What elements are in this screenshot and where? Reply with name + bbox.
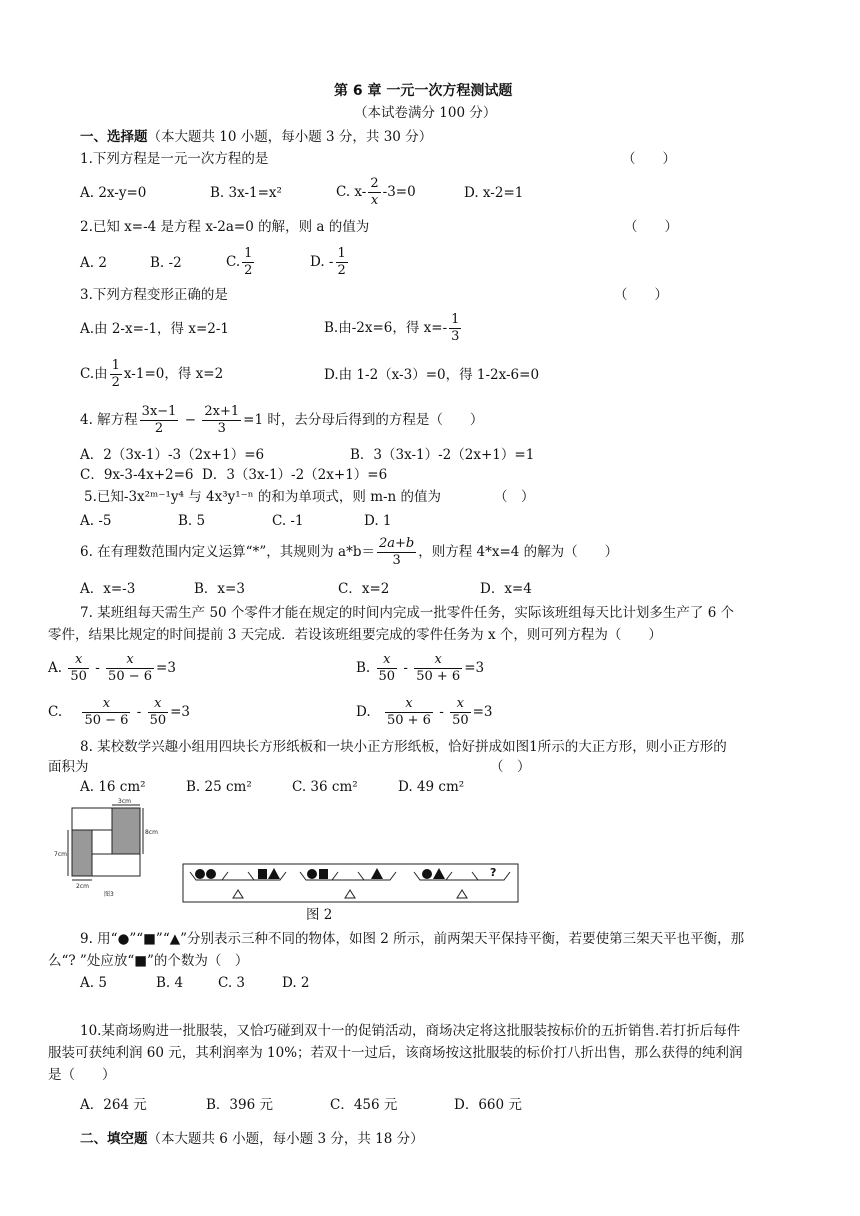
- q2-option-d: [310, 242, 350, 282]
- section1-header: [80, 128, 432, 146]
- q3-c-denominator: 2: [111, 375, 120, 390]
- q4-minus: −: [184, 412, 197, 428]
- q4-fraction-1: [140, 404, 179, 437]
- q5-option-a: A. -5: [80, 513, 112, 529]
- q9-stem-line1: 9. 用“●”“■”“▲”分别表示三种不同的物体，如图 2 所示，前两架天平保持平衡，若要使第三架天平也平衡，那: [80, 931, 745, 947]
- q4-stem: [80, 398, 483, 442]
- q7-d-operator: -: [439, 704, 444, 720]
- circle-shape: [422, 869, 432, 879]
- q7-d-f2-denominator: 50: [452, 713, 469, 728]
- q6-suffix: ，则方程 4*x=4 的解为（ ）: [418, 544, 619, 560]
- q7-c-f2-denominator: 50: [149, 713, 167, 728]
- q7-c-result: =3: [170, 704, 191, 720]
- q7-c-fraction-1: [82, 696, 130, 729]
- q9-stem-line2: 么“? ”处应放“■”的个数为（ ）: [48, 953, 249, 969]
- q1-option-c: [336, 172, 416, 212]
- q3-option-c: [80, 354, 223, 394]
- q2-c-denominator: 2: [244, 263, 253, 278]
- q6-numerator: 2a+b: [378, 536, 415, 551]
- balance-2-fulcrum: [345, 890, 355, 898]
- q7-stem-line2: 零件，结果比规定的时间提前 3 天完成．若设该班组要完成的零件任务为 x 个，则可列方程为（ ）: [48, 627, 662, 643]
- q9-option-c: C. 3: [218, 975, 246, 991]
- q3-answer-paren: （ ）: [614, 287, 668, 303]
- q5-option-b: B. 5: [178, 513, 206, 529]
- q7-a-result: =3: [156, 660, 176, 676]
- square-shape: [258, 869, 267, 879]
- q7-stem-line1: 7. 某班组每天需生产 50 个零件才能在规定的时间内完成一批零件任务，实际该班组每天比计划多生产了 6 个: [80, 605, 735, 621]
- fig3-left-label: 7cm: [54, 851, 67, 858]
- q3-b-fraction: [449, 312, 461, 345]
- q6-denominator: 3: [392, 553, 401, 568]
- q4-option-b: B．3（3x-1）-2（2x+1）=1: [350, 447, 535, 463]
- q1-c-denominator: x: [370, 193, 379, 208]
- q3-option-d: D.由 1-2（x-3）=0，得 1-2x-6=0: [324, 367, 540, 383]
- q7-c-f1-numerator: x: [82, 696, 130, 713]
- section2-header: [80, 1130, 424, 1148]
- shaded-rect-left: [72, 830, 92, 876]
- q4-f2-numerator: 2x+1: [204, 404, 240, 419]
- q1-answer-paren: （ ）: [622, 151, 676, 167]
- q7-b-fraction-2: [414, 652, 462, 685]
- q1-c-suffix: -3=0: [382, 184, 416, 200]
- q3-b-denominator: 3: [451, 329, 460, 344]
- q2-option-b: B. -2: [150, 255, 182, 271]
- fig3-bottom-label: 2cm: [76, 883, 89, 890]
- q8-option-d: D. 49 cm²: [398, 779, 465, 795]
- q10-option-a: A．264 元: [80, 1097, 147, 1113]
- q6-option-a: A．x=-3: [80, 581, 136, 597]
- q7-b-f1-numerator: x: [377, 652, 398, 669]
- q4-prefix: 4. 解方程: [80, 412, 138, 428]
- q7-a-label: A.: [48, 660, 63, 676]
- shaded-rect-right: [112, 808, 140, 854]
- q7-b-label: B.: [356, 660, 371, 676]
- fig3-right-label: 8cm: [145, 829, 158, 836]
- q3-option-b: [324, 308, 463, 348]
- q1-stem: 1.下列方程是一元一次方程的是: [80, 151, 269, 167]
- q6-option-d: D．x=4: [480, 581, 532, 597]
- q7-option-d: [356, 692, 493, 732]
- q3-c-suffix: x-1=0，得 x=2: [123, 366, 224, 382]
- fig3-top-label: 3cm: [118, 798, 131, 805]
- balance-1-fulcrum: [233, 890, 243, 898]
- square-diagram-figure: [50, 796, 165, 902]
- balance-scales-figure: [182, 854, 520, 906]
- q8-stem-line1: 8. 某校数学兴趣小组用四块长方形纸板和一块小正方形纸板，恰好拼成如图1所示的大正方形，则小正方形的: [80, 739, 727, 755]
- q1-option-b: B. 3x-1=x²: [210, 185, 282, 201]
- q7-d-fraction-1: [385, 696, 433, 729]
- q1-option-d: D. x-2=1: [464, 185, 524, 201]
- balance-3-left-pan: [414, 872, 452, 880]
- q2-d-numerator: 1: [337, 246, 346, 261]
- section2-heading: 二、填空题: [80, 1131, 148, 1147]
- q4-option-c: C．9x-3-4x+2=6: [80, 467, 194, 483]
- triangle-shape: [433, 868, 445, 879]
- q8-option-c: C. 36 cm²: [292, 779, 358, 795]
- circle-shape: [307, 869, 317, 879]
- q7-b-fraction-1: [377, 652, 398, 685]
- q7-c-label: C.: [48, 704, 63, 720]
- balance-frame: [183, 864, 518, 902]
- q9-option-d: D. 2: [282, 975, 310, 991]
- q4-option-d: D．3（3x-1）-2（2x+1）=6: [202, 467, 388, 483]
- page-title: 第 6 章 一元一次方程测试题: [334, 83, 513, 99]
- q7-a-f2-denominator: 50 − 6: [108, 669, 153, 684]
- q7-d-fraction-2: [450, 696, 471, 729]
- q9-option-b: B. 4: [156, 975, 184, 991]
- q5-option-d: D. 1: [364, 513, 392, 529]
- q6-prefix: 6. 在有理数范围内定义运算“*”，其规则为 a*b＝: [80, 544, 375, 560]
- q7-c-f1-denominator: 50 − 6: [84, 713, 129, 728]
- q8-option-b: B. 25 cm²: [186, 779, 252, 795]
- q2-c-fraction: [242, 246, 254, 279]
- q6-option-b: B．x=3: [194, 581, 245, 597]
- q10-option-c: C．456 元: [330, 1097, 398, 1113]
- triangle-shape: [371, 868, 383, 879]
- q7-a-f1-denominator: 50: [70, 669, 87, 684]
- q3-stem: 3.下列方程变形正确的是: [80, 287, 228, 303]
- q4-option-a: A．2（3x-1）-3（2x+1）=6: [80, 447, 265, 463]
- q5-answer-paren: （ ）: [494, 489, 535, 505]
- q4-fraction-2: [202, 404, 241, 437]
- section1-heading: 一、选择题: [80, 129, 148, 145]
- q7-c-fraction-2: [148, 696, 169, 729]
- q7-c-operator: -: [136, 704, 142, 720]
- q9-option-a: A. 5: [80, 975, 107, 991]
- q3-c-numerator: 1: [111, 358, 120, 373]
- q1-option-a: A. 2x-y=0: [80, 185, 147, 201]
- q7-option-c: [48, 692, 190, 732]
- q7-d-f1-denominator: 50 + 6: [386, 713, 431, 728]
- q2-d-denominator: 2: [337, 263, 346, 278]
- q6-fraction: [377, 536, 416, 569]
- q7-option-a: [48, 648, 176, 688]
- q8-stem-line2: 面积为: [48, 759, 89, 775]
- q7-a-operator: -: [95, 660, 100, 676]
- q3-option-a: A.由 2-x=-1，得 x=2-1: [80, 321, 230, 337]
- q7-b-f2-numerator: x: [414, 652, 462, 669]
- triangle-shape: [268, 868, 280, 879]
- page-subtitle: （本试卷满分 100 分）: [354, 105, 497, 121]
- q2-answer-paren: （ ）: [624, 219, 678, 235]
- q8-option-a: A. 16 cm²: [80, 779, 146, 795]
- q7-c-f2-numerator: x: [148, 696, 169, 713]
- q8-answer-paren: （ ）: [490, 759, 531, 775]
- q1-c-prefix: C. x-: [336, 184, 367, 200]
- section2-desc: （本大题共 6 小题，每小题 3 分，共 18 分）: [147, 1131, 424, 1147]
- q1-c-fraction: [368, 176, 380, 209]
- q4-f1-numerator: 3x−1: [141, 404, 177, 419]
- q7-a-fraction-2: [106, 652, 154, 685]
- q2-stem: 2.已知 x=-4 是方程 x-2a=0 的解，则 a 的值为: [80, 219, 370, 235]
- q10-stem-line2: 服装可获纯利润 60 元，其利润率为 10%；若双十一过后，该商场按这批服装的标价打八折出售，那么获得的纯利润: [48, 1045, 743, 1061]
- q7-b-f2-denominator: 50 + 6: [416, 669, 461, 684]
- q10-option-b: B．396 元: [206, 1097, 273, 1113]
- unknown-question-mark: ?: [490, 866, 497, 879]
- q2-option-a: A. 2: [80, 255, 107, 271]
- balance-3-fulcrum: [457, 890, 467, 898]
- q5-stem: 5.已知-3x²ᵐ⁻¹y⁴ 与 4x³y¹⁻ⁿ 的和为单项式，则 m-n 的值为: [84, 489, 442, 505]
- q7-b-f1-denominator: 50: [378, 669, 396, 684]
- circle-shape: [206, 869, 216, 879]
- q6-option-c: C．x=2: [338, 581, 390, 597]
- q2-c-prefix: C.: [226, 254, 241, 270]
- q6-stem: [80, 530, 618, 574]
- q7-d-label: D.: [356, 704, 371, 720]
- q7-d-result: =3: [472, 704, 493, 720]
- q4-f1-denominator: 2: [154, 421, 164, 436]
- q2-c-numerator: 1: [244, 246, 253, 261]
- q5-option-c: C. -1: [272, 513, 304, 529]
- q10-option-d: D．660 元: [454, 1097, 522, 1113]
- q10-stem-line3: 是（ ）: [48, 1067, 116, 1083]
- q4-suffix: =1 时，去分母后得到的方程是（ ）: [243, 412, 484, 428]
- section1-desc: （本大题共 10 小题，每小题 3 分，共 30 分）: [147, 129, 433, 145]
- q7-a-f1-numerator: x: [68, 652, 89, 669]
- q3-c-prefix: C.由: [80, 366, 108, 382]
- q7-a-fraction-1: [68, 652, 89, 685]
- q7-d-f1-numerator: x: [385, 696, 433, 713]
- fig3-caption: 图3: [104, 891, 114, 898]
- q3-c-fraction: [110, 358, 122, 391]
- q10-stem-line1: 10.某商场购进一批服装，又恰巧碰到双十一的促销活动，商场决定将这批服装按标价的五折销售.若打折后每件: [80, 1023, 741, 1039]
- q3-b-numerator: 1: [451, 312, 460, 327]
- q7-option-b: [356, 648, 484, 688]
- q7-a-f2-numerator: x: [106, 652, 154, 669]
- q2-d-prefix: D. -: [310, 254, 334, 270]
- q7-b-result: =3: [464, 660, 485, 676]
- figure2-caption: 图 2: [306, 907, 333, 923]
- square-shape: [319, 869, 328, 879]
- q2-option-c: [226, 242, 256, 282]
- q4-f2-denominator: 3: [217, 421, 226, 436]
- circle-shape: [195, 869, 205, 879]
- q3-b-prefix: B.由-2x=6，得 x=-: [324, 320, 448, 336]
- q7-d-f2-numerator: x: [450, 696, 471, 713]
- q2-d-fraction: [336, 246, 348, 279]
- q1-c-numerator: 2: [370, 176, 379, 191]
- q7-b-operator: -: [403, 660, 408, 676]
